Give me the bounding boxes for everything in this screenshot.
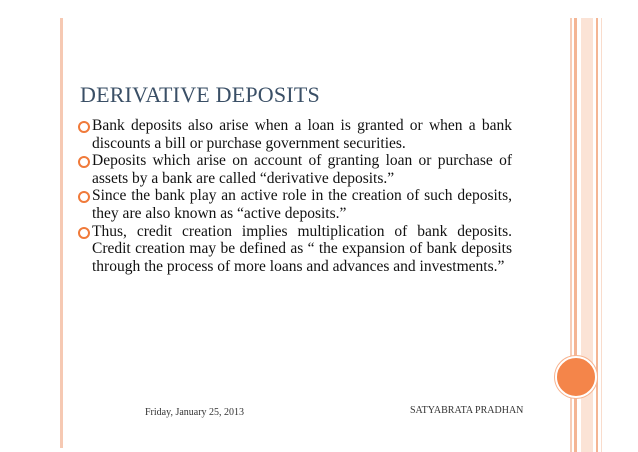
bullet-icon (78, 156, 90, 168)
footer-author: SATYABRATA PRADHAN (410, 405, 524, 416)
bullet-item (80, 223, 512, 276)
bullet-text: Bank deposits also arise when a loan is granted or when a bank discounts a bill or purchase government securities. (92, 117, 512, 152)
bullet-item (80, 117, 512, 152)
decorative-circle (555, 356, 597, 398)
bullet-list (80, 117, 512, 275)
slide-title: DERIVATIVE DEPOSITS (80, 82, 320, 107)
bullet-text: Deposits which arise on account of granting loan or purchase of assets by a bank are called “derivative deposits.” (92, 152, 512, 187)
bullet-item (80, 152, 512, 187)
bullet-icon (78, 191, 90, 203)
bullet-item (80, 187, 512, 222)
right-stripe (601, 18, 602, 452)
bullet-text: Thus, credit creation implies multiplication of bank deposits. Credit creation may be defined as “ the expansion of bank deposits through the process of more loans and advances and investments.” (92, 222, 512, 275)
bullet-icon (78, 121, 90, 133)
bullet-text: Since the bank play an active role in the creation of such deposits, they are also known as “active deposits.” (92, 187, 512, 222)
bullet-icon (78, 227, 90, 239)
left-decorative-rule (60, 18, 63, 448)
right-stripe (596, 18, 598, 452)
footer-date: Friday, January 25, 2013 (145, 407, 245, 418)
